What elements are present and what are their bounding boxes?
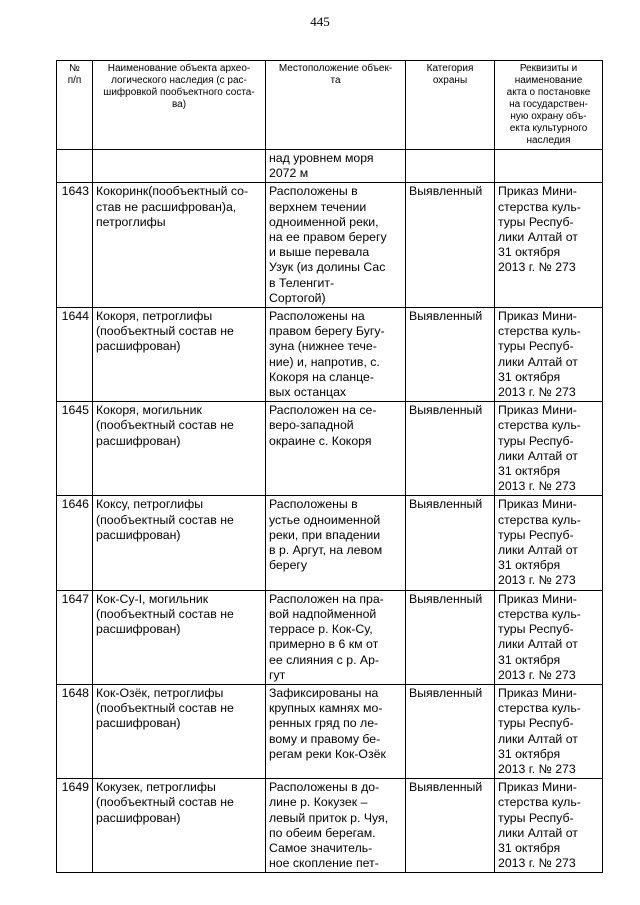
header-category: Категория охраны <box>406 61 495 150</box>
table-row <box>57 779 603 873</box>
cell-location: Зафиксированы на крупных камнях мо- ренных гряд по ле- вому и правому бе- регам реки Кок-Озёк <box>266 684 406 778</box>
cell-category: Выявленный <box>406 308 495 402</box>
cell-location: Расположены в до- лине р. Кокузек – левый приток р. Чуя, по обеим берегам. Самое значитель- ное скопление пет- <box>266 779 406 873</box>
table-row <box>57 684 603 778</box>
table-row <box>57 402 603 496</box>
cell-location: Расположены на правом берегу Бугу- зуна (нижнее тече- ние) и, напротив, с. Кокоря на сланце- вых останцах <box>266 308 406 402</box>
cell-name: Кокоря, петроглифы (пообъектный состав не расшифрован) <box>93 308 266 402</box>
cell-name: Кок-Су-I, могильник (пообъектный состав не расшифрован) <box>93 590 266 684</box>
heritage-registry-table <box>56 60 603 873</box>
cell-num: 1646 <box>57 496 93 590</box>
cell-num <box>57 150 93 183</box>
cell-name: Кокоря, могильник (пообъектный состав не расшифрован) <box>93 402 266 496</box>
cell-num: 1645 <box>57 402 93 496</box>
cell-name <box>93 150 266 183</box>
cell-num: 1648 <box>57 684 93 778</box>
cell-requisites: Приказ Мини- стерства куль- туры Респуб- лики Алтай от 31 октября 2013 г. № 273 <box>495 402 603 496</box>
cell-name: Кокоринк(пообъектный со- став не расшифрован)а, петроглифы <box>93 183 266 308</box>
header-location: Местоположение объек- та <box>266 61 406 150</box>
cell-num: 1649 <box>57 779 93 873</box>
cell-name: Кок-Озёк, петроглифы (пообъектный состав не расшифрован) <box>93 684 266 778</box>
cell-location: над уровнем моря 2072 м <box>266 150 406 183</box>
cell-requisites: Приказ Мини- стерства куль- туры Респуб- лики Алтай от 31 октября 2013 г. № 273 <box>495 684 603 778</box>
continuation-row <box>57 150 603 183</box>
cell-name: Кокузек, петроглифы (пообъектный состав не расшифрован) <box>93 779 266 873</box>
cell-location: Расположен на пра- вой надпойменной террасе р. Кок-Су, примерно в 6 км от ее слияния с р. Ар- гут <box>266 590 406 684</box>
table-header-row <box>57 61 603 150</box>
page-number: 445 <box>310 14 330 29</box>
cell-category <box>406 150 495 183</box>
cell-name: Коксу, петроглифы (пообъектный состав не расшифрован) <box>93 496 266 590</box>
header-requisites: Реквизиты и наименование акта о постановке на государствен- ную охрану объ- екта культурного наследия <box>495 61 603 150</box>
cell-category: Выявленный <box>406 779 495 873</box>
cell-location: Расположены в верхнем течении одноименной реки, на ее правом берегу и выше перевала Узук (из долины Сас в Теленгит- Сортогой) <box>266 183 406 308</box>
cell-location: Расположены в устье одноименной реки, при впадении в р. Аргут, на левом берегу <box>266 496 406 590</box>
table-row <box>57 496 603 590</box>
cell-category: Выявленный <box>406 183 495 308</box>
cell-requisites: Приказ Мини- стерства куль- туры Респуб- лики Алтай от 31 октября 2013 г. № 273 <box>495 496 603 590</box>
cell-category: Выявленный <box>406 684 495 778</box>
cell-requisites: Приказ Мини- стерства куль- туры Респуб- лики Алтай от 31 октября 2013 г. № 273 <box>495 308 603 402</box>
table-row <box>57 308 603 402</box>
header-num: № п/п <box>57 61 93 150</box>
table-row <box>57 183 603 308</box>
cell-category: Выявленный <box>406 496 495 590</box>
cell-requisites: Приказ Мини- стерства куль- туры Респуб- лики Алтай от 31 октября 2013 г. № 273 <box>495 779 603 873</box>
table-row <box>57 590 603 684</box>
header-name: Наименование объекта архео- логического наследия (с рас- шифровкой пообъектного соста- ва) <box>93 61 266 150</box>
cell-num: 1643 <box>57 183 93 308</box>
cell-num: 1647 <box>57 590 93 684</box>
cell-category: Выявленный <box>406 402 495 496</box>
cell-requisites: Приказ Мини- стерства куль- туры Респуб- лики Алтай от 31 октября 2013 г. № 273 <box>495 183 603 308</box>
cell-category: Выявленный <box>406 590 495 684</box>
cell-num: 1644 <box>57 308 93 402</box>
cell-location: Расположен на се- веро-западной окраине с. Кокоря <box>266 402 406 496</box>
cell-requisites: Приказ Мини- стерства куль- туры Респуб- лики Алтай от 31 октября 2013 г. № 273 <box>495 590 603 684</box>
cell-requisites <box>495 150 603 183</box>
